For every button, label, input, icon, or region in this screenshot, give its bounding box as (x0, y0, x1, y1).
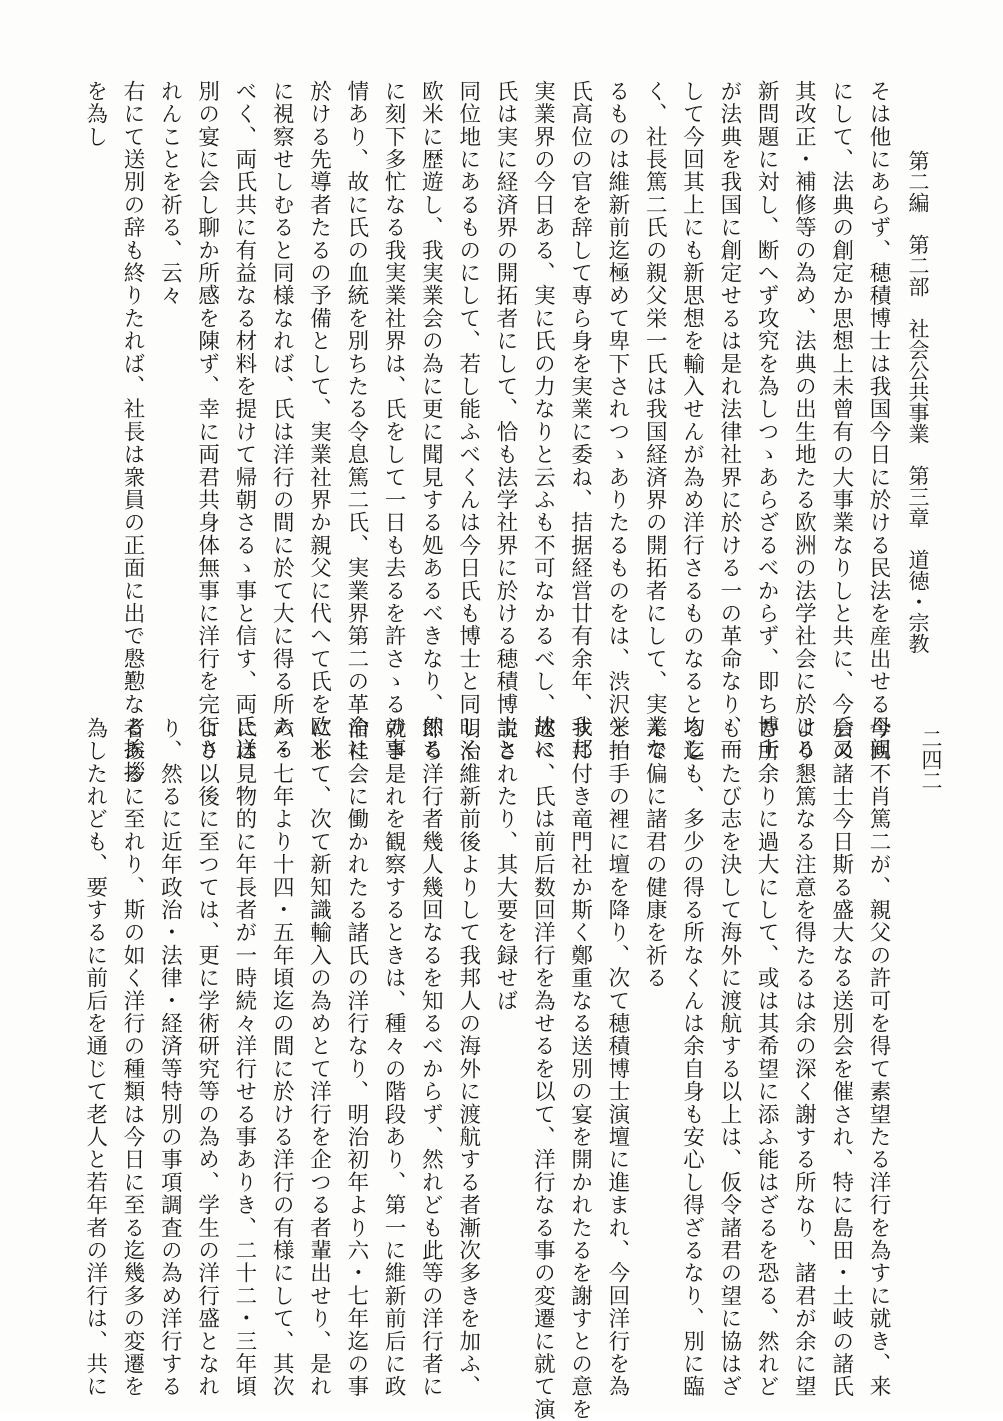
text-column: 述べ、氏は前后数回洋行を為せるを以て、洋行なる事の変遷に就て演 (530, 717, 556, 1421)
text-column: 今回不肖篤二が、親父の許可を得て素望たる洋行を為すに就き、来 (866, 717, 891, 1398)
text-column: 別の宴に会し聊か所感を陳ず、幸に両君共身体無事に洋行を完行さ (194, 80, 220, 761)
text-column: 於ける先導者たるの予備として、実業社界か親父に代へて氏を欧米 (306, 80, 332, 761)
text-column: るものは維新前迄極めて卑下されつゝありたるものをは、渋沢栄一 (604, 80, 630, 761)
text-column: 氏高位の官を辞して専ら身を実業に委ね、拮据経営廿有余年、我邦 (567, 80, 593, 761)
text-column: 即ち洋行者幾人幾回なるを知るべからず、然れども此等の洋行者に (418, 717, 444, 1398)
text-column: 氏は実に経済界の開拓者にして、恰も法学社界に於ける穂積博士と (493, 80, 518, 761)
text-column: 者あるに至れり、斯の如く洋行の種類は今日に至る迄幾多の変遷を (120, 717, 145, 1398)
text-column: る迄も、多少の得る所なくんは余自身も安心し得ざるなり、別に臨 (679, 717, 705, 1398)
text-column: と拍手の裡に壇を降り、次て穂積博士演壇に進まれ、今回洋行を為 (604, 717, 630, 1398)
text-column: が法典を我国に創定せるは是れ法律社界に於ける一の革命なり、而 (716, 80, 742, 761)
text-column: り、然るに近年政治・法律・経済等特別の事項調査の為め洋行する (157, 717, 183, 1398)
text-column: して今回其上にも新思想を輸入せんが為め洋行さるものなると均し (679, 80, 705, 761)
text-column: 説されたり、其大要を録せば (493, 717, 518, 1013)
text-column: 就き是れを観察するときは、種々の階段あり、第一に維新前后に政 (381, 717, 407, 1398)
text-column: 六・七年より十四・五年頃迄の間に於ける洋行の有様にして、其次 (269, 717, 295, 1398)
text-column: より以後に至つては、更に学術研究等の為め、学生の洋行盛となれ (194, 717, 220, 1398)
text-column: には見物的に年長者が一時続々洋行せる事ありき、二十二・三年頃 (231, 717, 257, 1398)
text-column: べく、両氏共に有益なる材料を提けて帰朝さるゝ事と信す、両氏送 (231, 80, 257, 761)
text-column: 会の諸士今日斯る盛大なる送別会を催され、特に島田・土岐の諸氏 (828, 717, 854, 1398)
text-column: に刻下多忙なる我実業社界は、氏をして一日も去るを許さゝるの事 (381, 80, 407, 761)
text-column: 右にて送別の辞も終りたれば、社長は衆員の正面に出で慇懃なる挨拶 (120, 80, 145, 784)
text-column: れんことを祈る、云々 (157, 80, 183, 307)
text-column: 明治維新前後よりして我邦人の海外に渡航する者漸次多きを加ふ、 (455, 717, 481, 1398)
page-number: 二四二 (919, 728, 943, 791)
text-column: 為したれども、要するに前后を通じて老人と若年者の洋行は、共に (82, 717, 108, 1398)
text-column: すに付き竜門社か斯く鄭重なる送別の宴を開かれたるを謝すとの意を (567, 717, 593, 1421)
text-column: く、社長篤二氏の親父栄一氏は我国経済界の開拓者にして、実業な (642, 80, 668, 761)
text-column: にして、法典の創定か思想上未曾有の大事業なりしと共に、今后又 (828, 80, 854, 761)
text-column: んで偏に諸君の健康を祈る (642, 717, 668, 990)
text-column: そは他にあらず、穂積博士は我国今日に於ける民法を産出せる母親 (866, 80, 891, 761)
text-column: 新問題に対し、断へず攻究を為しつゝあらざるべからず、即ち博士 (754, 80, 780, 761)
text-column: に視察せしむると同様なれば、氏は洋行の間に於て大に得る所ある (269, 80, 295, 761)
text-column: より懇篤なる注意を得たるは余の深く謝する所なり、諸君が余に望 (791, 717, 817, 1398)
text-column: 情あり、故に氏の血統を別ちたる令息篤二氏、実業界第二の革命に (343, 80, 369, 761)
text-column: 治社会に働かれたる諸氏の洋行なり、明治初年より六・七年迄の事 (343, 717, 369, 1398)
text-column: む所余りに過大にして、或は其希望に添ふ能はざるを恐る、然れど (754, 717, 780, 1398)
text-column: も一たび志を決して海外に渡航する以上は、仮令諸君の望に協はざ (716, 717, 742, 1398)
text-column: にして、次て新知識輸入の為めとて洋行を企つる者輩出せり、是れ (306, 717, 332, 1398)
running-header: 第二編 第二部 社会公共事業 第三章 道徳・宗教 (906, 150, 930, 654)
text-column: 欧米に歴遊し、我実業会の為に更に聞見する処あるべきなり、然る (418, 80, 444, 761)
text-column: 其改正・補修等の為め、法典の出生地たる欧洲の法学社会に於ける (791, 80, 817, 761)
text-column: 同位地にあるものにして、若し能ふべくんは今日氏も博士と同しく (455, 80, 481, 761)
text-column: を為し (82, 80, 108, 149)
text-column: 実業界の今日ある、実に氏の力なりと云ふも不可なかるべし、故に (530, 80, 556, 761)
